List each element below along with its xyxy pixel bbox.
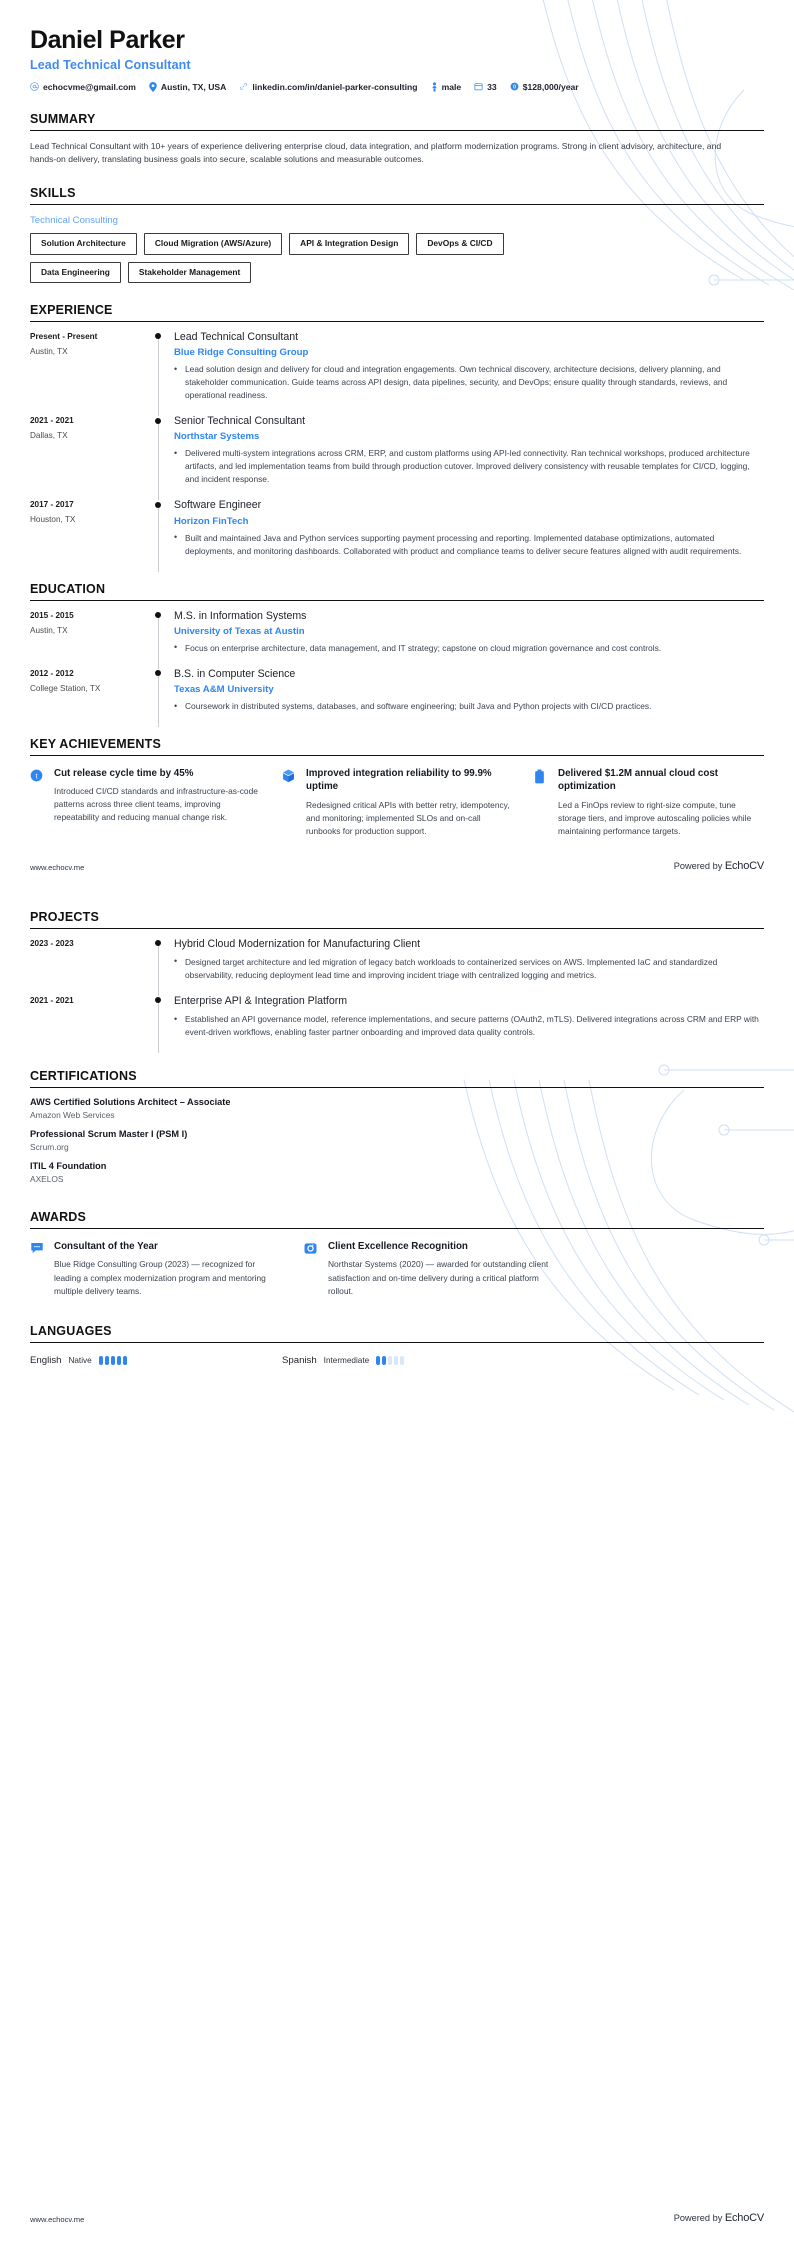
cube-icon bbox=[282, 767, 298, 837]
person-icon bbox=[431, 82, 438, 92]
contact-salary-text: $128,000/year bbox=[522, 81, 579, 92]
award-title: Consultant of the Year bbox=[54, 1241, 158, 1253]
svg-text:t: t bbox=[35, 771, 38, 781]
section-rule bbox=[30, 130, 764, 131]
award-description: Northstar Systems (2020) — awarded for outstanding client satisfaction and on-time delivery during a critical platform rollout. bbox=[328, 1259, 549, 1296]
project-entry bbox=[30, 938, 764, 986]
section-languages bbox=[30, 1324, 764, 1366]
footer-brand bbox=[674, 2212, 764, 2224]
entry-date: 2012 - 2012 bbox=[30, 668, 74, 678]
entry-degree: M.S. in Information Systems bbox=[174, 609, 307, 622]
footer-powered-by: Powered by bbox=[673, 860, 725, 871]
language-item bbox=[30, 1355, 282, 1366]
entry-bullets bbox=[174, 363, 764, 402]
timeline-dot bbox=[155, 612, 161, 618]
entry-degree: B.S. in Computer Science bbox=[174, 667, 296, 680]
location-icon bbox=[149, 82, 157, 92]
certification-item bbox=[30, 1097, 764, 1120]
contact-salary bbox=[510, 82, 579, 92]
entry-bullets bbox=[174, 700, 764, 713]
section-title-languages: LANGUAGES bbox=[30, 1324, 112, 1339]
footer-url[interactable]: www.echocv.me bbox=[30, 862, 85, 872]
experience-entry bbox=[30, 331, 764, 406]
timeline-rail bbox=[148, 668, 174, 717]
awards-grid bbox=[30, 1240, 764, 1298]
chat-badge-icon bbox=[30, 1240, 46, 1298]
entry-bullet: • Lead solution design and delivery for cloud and integration engagements. Own technical discovery, architecture decisions, delivery planning, and stakeholder communication. Guide teams across API design, data pipelines, security, and DevOps; ensure quality through standards, reviews, and operational readiness. bbox=[174, 363, 764, 402]
entry-meta bbox=[30, 331, 148, 406]
timeline-dot bbox=[155, 502, 161, 508]
skill-chip-list bbox=[30, 233, 764, 254]
contact-age bbox=[474, 82, 497, 92]
contact-location-text: Austin, TX, USA bbox=[160, 81, 227, 92]
skill-chip[interactable]: API & Integration Design bbox=[289, 233, 409, 254]
entry-body bbox=[174, 938, 764, 986]
contact-age-text: 33 bbox=[487, 81, 497, 92]
contact-bar bbox=[30, 82, 764, 92]
entry-meta bbox=[30, 668, 148, 717]
language-name: English bbox=[30, 1355, 62, 1367]
entry-bullets bbox=[174, 956, 764, 982]
achievement-item bbox=[534, 767, 764, 837]
section-skills bbox=[30, 186, 764, 282]
candidate-role: Lead Technical Consultant bbox=[30, 57, 191, 72]
section-projects bbox=[30, 910, 764, 1044]
skill-chip[interactable]: Data Engineering bbox=[30, 262, 121, 283]
entry-position: Software Engineer bbox=[174, 499, 262, 512]
skill-chip[interactable]: Stakeholder Management bbox=[128, 262, 251, 283]
calendar-icon bbox=[474, 82, 483, 91]
section-awards bbox=[30, 1210, 764, 1298]
section-summary bbox=[30, 112, 764, 167]
page-footer-bottom bbox=[30, 2212, 764, 2224]
language-row bbox=[30, 1355, 764, 1366]
section-experience bbox=[30, 303, 764, 562]
contact-gender bbox=[431, 82, 462, 92]
section-rule bbox=[30, 321, 764, 322]
timeline-rail bbox=[148, 331, 174, 406]
language-proficiency-meter bbox=[376, 1356, 404, 1365]
award-description: Blue Ridge Consulting Group (2023) — recognized for leading a complex modernization program and mentoring multiple delivery teams. bbox=[54, 1259, 266, 1296]
section-rule bbox=[30, 1342, 764, 1343]
certification-item bbox=[30, 1129, 764, 1152]
language-level: Native bbox=[68, 1356, 92, 1366]
entry-date: 2021 - 2021 bbox=[30, 995, 74, 1005]
section-title-education: EDUCATION bbox=[30, 581, 106, 596]
entry-date: Present - Present bbox=[30, 331, 98, 341]
timeline-dot bbox=[155, 333, 161, 339]
achievement-description: Led a FinOps review to right-size compute, tune storage tiers, and improve autoscaling policies while maintaining performance targets. bbox=[558, 799, 752, 836]
entry-location: Dallas, TX bbox=[30, 431, 68, 441]
footer-powered-by: Powered by bbox=[673, 2213, 725, 2223]
certification-name: AWS Certified Solutions Architect – Associate bbox=[30, 1097, 231, 1108]
section-rule bbox=[30, 1087, 764, 1088]
section-key-achievements bbox=[30, 737, 764, 837]
entry-bullets bbox=[174, 447, 764, 486]
contact-gender-text: male bbox=[441, 81, 462, 92]
certification-name: Professional Scrum Master I (PSM I) bbox=[30, 1129, 188, 1140]
entry-organization: Horizon FinTech bbox=[174, 515, 249, 527]
education-entry bbox=[30, 610, 764, 659]
link-icon bbox=[239, 82, 248, 91]
footer-brand bbox=[674, 860, 764, 872]
project-entry bbox=[30, 995, 764, 1043]
timeline-dot bbox=[155, 940, 161, 946]
entry-date: 2015 - 2015 bbox=[30, 610, 74, 620]
briefcase-icon bbox=[534, 767, 550, 837]
entry-bullet: • Coursework in distributed systems, databases, and software engineering; built Java and Python projects with CI/CD practices. bbox=[174, 700, 764, 713]
certification-item bbox=[30, 1161, 764, 1184]
achievement-title: Cut release cycle time by 45% bbox=[54, 768, 194, 780]
contact-linkedin-text: linkedin.com/in/daniel-parker-consulting bbox=[252, 81, 418, 92]
timeline-rail bbox=[148, 610, 174, 659]
entry-body bbox=[174, 499, 764, 561]
education-entry bbox=[30, 668, 764, 717]
timeline-dot bbox=[155, 997, 161, 1003]
timeline-rail bbox=[148, 415, 174, 490]
skill-chip[interactable]: Solution Architecture bbox=[30, 233, 137, 254]
entry-bullet: • Delivered multi-system integrations across CRM, ERP, and custom platforms using API-led connectivity. Ran technical workshops, produced architecture artifacts, and led implementation teams from build through production cutover. Improved delivery consistency with reusable templates for CI/CD, logging, and incident response. bbox=[174, 447, 764, 486]
entry-organization: Blue Ridge Consulting Group bbox=[174, 347, 309, 359]
skill-chip[interactable]: DevOps & CI/CD bbox=[416, 233, 503, 254]
certification-issuer: Amazon Web Services bbox=[30, 1110, 115, 1121]
entry-bullets bbox=[174, 642, 764, 655]
section-title-key-achievements: KEY ACHIEVEMENTS bbox=[30, 737, 162, 752]
resume-header bbox=[30, 0, 764, 92]
entry-position: Lead Technical Consultant bbox=[174, 330, 299, 343]
entry-location: Austin, TX bbox=[30, 625, 68, 635]
award-item bbox=[304, 1240, 556, 1298]
entry-institution: University of Texas at Austin bbox=[174, 625, 305, 637]
entry-position: Senior Technical Consultant bbox=[174, 415, 306, 428]
footer-brand-name: EchoCV bbox=[724, 2212, 764, 2224]
entry-meta bbox=[30, 938, 148, 986]
award-item bbox=[30, 1240, 282, 1298]
section-certifications bbox=[30, 1069, 764, 1184]
entry-meta bbox=[30, 995, 148, 1043]
entry-bullet: • Established an API governance model, reference implementations, and secure patterns (OAuth2, mTLS). Delivered integrations across CRM and ERP with event-driven workflows, enabling faster partner onboarding and improved data quality controls. bbox=[174, 1013, 764, 1039]
section-education bbox=[30, 582, 764, 718]
entry-bullet: • Built and maintained Java and Python services supporting payment processing and reporting. Implemented database optimizations, automated deployments, and monitoring dashboards. Collaborated with product and compliance teams to deliver secure features aligned with audit requirements. bbox=[174, 532, 764, 558]
page-footer bbox=[30, 860, 764, 874]
section-rule bbox=[30, 204, 764, 205]
language-proficiency-meter bbox=[99, 1356, 127, 1365]
entry-bullet: • Designed target architecture and led migration of legacy batch workloads to containerized services on AWS. Implemented IaC and standardized observability, reducing deployment lead time and improving incident triage with centralized logging and metrics. bbox=[174, 956, 764, 982]
contact-email-text: echocvme@gmail.com bbox=[43, 81, 136, 92]
section-title-skills: SKILLS bbox=[30, 186, 76, 201]
page-spacer bbox=[30, 1366, 764, 1666]
award-title: Client Excellence Recognition bbox=[328, 1241, 468, 1253]
entry-bullets bbox=[174, 532, 764, 558]
entry-location: Houston, TX bbox=[30, 515, 76, 525]
contact-email[interactable] bbox=[30, 82, 136, 92]
entry-date: 2023 - 2023 bbox=[30, 938, 74, 948]
entry-institution: Texas A&M University bbox=[174, 684, 274, 696]
timeline-rail bbox=[148, 995, 174, 1043]
timeline-rail bbox=[148, 499, 174, 561]
entry-bullets bbox=[174, 1013, 764, 1039]
section-title-summary: SUMMARY bbox=[30, 111, 96, 126]
section-title-experience: EXPERIENCE bbox=[30, 302, 113, 317]
certification-name: ITIL 4 Foundation bbox=[30, 1161, 107, 1172]
entry-organization: Northstar Systems bbox=[174, 431, 260, 443]
language-item bbox=[282, 1355, 534, 1366]
certification-issuer: Scrum.org bbox=[30, 1142, 69, 1153]
footer-url[interactable]: www.echocv.me bbox=[30, 2215, 85, 2224]
timeline-dot bbox=[155, 418, 161, 424]
project-title: Hybrid Cloud Modernization for Manufacturing Client bbox=[174, 937, 421, 950]
achievement-title: Improved integration reliability to 99.9% uptime bbox=[306, 768, 492, 793]
achievement-description: Redesigned critical APIs with better retry, idempotency, and monitoring; implemented SLOs and on-call runbooks for production support. bbox=[306, 799, 510, 836]
achievement-title: Delivered $1.2M annual cloud cost optimization bbox=[558, 768, 719, 793]
achievement-description: Introduced CI/CD standards and infrastructure-as-code patterns across three client teams, improving repeatability and reducing manual change risk. bbox=[54, 786, 258, 823]
entry-body bbox=[174, 995, 764, 1043]
section-rule bbox=[30, 600, 764, 601]
entry-location: College Station, TX bbox=[30, 683, 101, 693]
section-rule bbox=[30, 1228, 764, 1229]
entry-body bbox=[174, 415, 764, 490]
entry-date: 2017 - 2017 bbox=[30, 500, 74, 510]
summary-text: Lead Technical Consultant with 10+ years of experience delivering enterprise cloud, data integration, and platform modernization programs. Strong in client advisory, architecture, and hands-on delivery, translating business goals into secure, scalable solutions and measurable outcomes. bbox=[30, 140, 722, 165]
entry-body bbox=[174, 610, 764, 659]
entry-body bbox=[174, 668, 764, 717]
timeline-dot bbox=[155, 670, 161, 676]
entry-body bbox=[174, 331, 764, 406]
entry-meta bbox=[30, 610, 148, 659]
language-level: Intermediate bbox=[323, 1356, 370, 1366]
camera-badge-icon bbox=[304, 1240, 320, 1298]
contact-linkedin[interactable] bbox=[239, 82, 417, 92]
timeline-rail bbox=[148, 938, 174, 986]
language-name: Spanish bbox=[282, 1355, 317, 1367]
section-rule bbox=[30, 928, 764, 929]
achievement-grid bbox=[30, 767, 764, 837]
skill-chip-list bbox=[30, 262, 764, 283]
experience-entry bbox=[30, 499, 764, 561]
section-title-projects: PROJECTS bbox=[30, 909, 99, 924]
skill-chip[interactable]: Cloud Migration (AWS/Azure) bbox=[144, 233, 282, 254]
entry-date: 2021 - 2021 bbox=[30, 416, 74, 426]
email-icon bbox=[30, 82, 39, 91]
achievement-item bbox=[282, 767, 512, 837]
entry-meta bbox=[30, 415, 148, 490]
entry-meta bbox=[30, 499, 148, 561]
contact-location bbox=[149, 82, 226, 92]
section-title-awards: AWARDS bbox=[30, 1210, 87, 1225]
experience-entry bbox=[30, 415, 764, 490]
achievement-item bbox=[30, 767, 260, 837]
rocket-badge-icon bbox=[30, 767, 46, 837]
entry-bullet: • Focus on enterprise architecture, data management, and IT strategy; capstone on cloud migration governance and cost controls. bbox=[174, 642, 764, 655]
svg-text:0: 0 bbox=[512, 84, 516, 91]
skill-group-label: Technical Consulting bbox=[30, 215, 118, 227]
salary-icon bbox=[510, 82, 519, 91]
footer-brand-name: EchoCV bbox=[724, 859, 764, 872]
certification-issuer: AXELOS bbox=[30, 1174, 64, 1185]
section-title-certifications: CERTIFICATIONS bbox=[30, 1069, 137, 1084]
entry-location: Austin, TX bbox=[30, 346, 68, 356]
candidate-name: Daniel Parker bbox=[30, 26, 185, 54]
project-title: Enterprise API & Integration Platform bbox=[174, 994, 348, 1007]
section-rule bbox=[30, 755, 764, 756]
